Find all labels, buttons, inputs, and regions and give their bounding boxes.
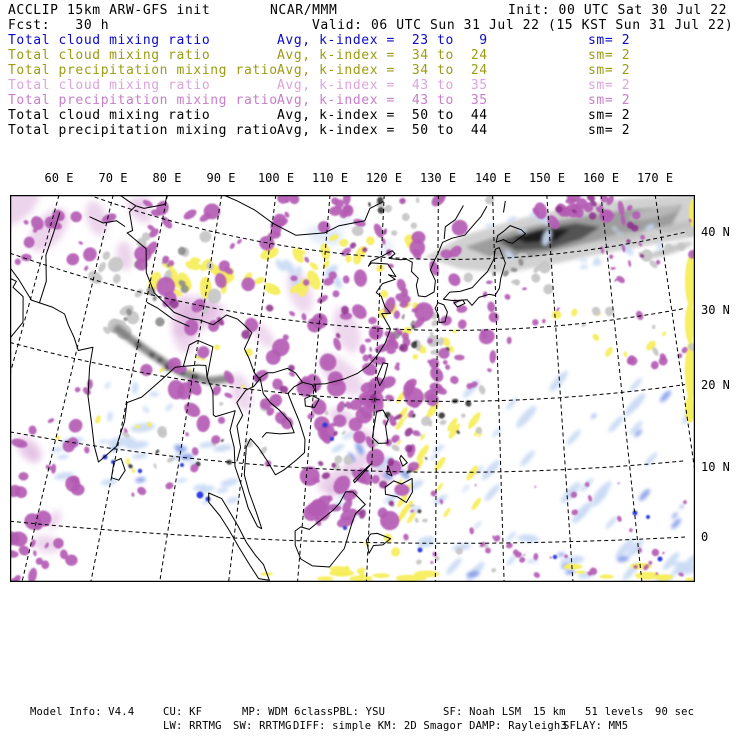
lon-axis-label: 140 E [474,171,512,185]
legend-variable-label: Total precipitation mixing ratio [8,123,278,138]
lat-axis-label: 30 N [701,303,730,317]
legend-row [0,33,740,48]
legend-kindex-stats: Avg, k-index = 43 to 35 [277,93,488,108]
legend-kindex-stats: Avg, k-index = 50 to 44 [277,123,488,138]
forecast-hour: Fcst: 30 h [8,18,110,33]
map-canvas [10,195,695,582]
lat-axis-label: 10 N [701,460,730,474]
mp-scheme: MP: WDM 6class [242,706,334,718]
legend-smooth-value: sm= 2 [588,123,631,138]
sw-scheme: SW: RRTMG [233,720,292,732]
legend-variable-label: Total cloud mixing ratio [8,33,211,48]
lon-axis-label: 100 E [257,171,295,185]
legend-smooth-value: sm= 2 [588,33,631,48]
legend-variable-label: Total cloud mixing ratio [8,48,211,63]
model-title: ACCLIP 15km ARW-GFS init [8,3,211,18]
lat-axis-label: 20 N [701,378,730,392]
legend-variable-label: Total precipitation mixing ratio [8,93,278,108]
lon-axis-label: 130 E [419,171,457,185]
legend-smooth-value: sm= 2 [588,78,631,93]
lw-scheme: LW: RRTMG [163,720,222,732]
legend-kindex-stats: Avg, k-index = 34 to 24 [277,48,488,63]
legend-kindex-stats: Avg, k-index = 43 to 35 [277,78,488,93]
legend-kindex-stats: Avg, k-index = 34 to 24 [277,63,488,78]
lat-axis-label: 40 N [701,225,730,239]
org-name: NCAR/MMM [270,3,338,18]
legend-row [0,48,740,63]
lon-axis-label: 110 E [311,171,349,185]
init-time: Init: 00 UTC Sat 30 Jul 22 [508,3,728,18]
grid-spacing: 15 km [533,706,566,718]
legend-smooth-value: sm= 2 [588,63,631,78]
legend-row [0,78,740,93]
legend-kindex-stats: Avg, k-index = 23 to 9 [277,33,488,48]
lon-axis-label: 90 E [206,171,236,185]
lon-axis-label: 170 E [636,171,674,185]
diff-damp-config: DIFF: simple KM: 2D Smagor DAMP: Rayleigh3 [293,720,567,732]
model-version: Model Info: V4.4 [30,706,135,718]
valid-time: Valid: 06 UTC Sun 31 Jul 22 (15 KST Sun 31 Jul 22) [312,18,734,33]
lon-axis-label: 70 E [98,171,128,185]
legend-smooth-value: sm= 2 [588,108,631,123]
legend-smooth-value: sm= 2 [588,48,631,63]
lat-axis-label: 0 [701,530,709,544]
time-step: 90 sec [655,706,695,718]
cu-scheme: CU: KF [163,706,203,718]
lon-axis-label: 150 E [528,171,566,185]
lon-axis-label: 60 E [44,171,74,185]
lon-axis-label: 80 E [152,171,182,185]
legend-row [0,93,740,108]
legend-variable-label: Total precipitation mixing ratio [8,63,278,78]
legend-variable-label: Total cloud mixing ratio [8,78,211,93]
sflay-scheme: SFLAY: MM5 [563,720,629,732]
legend-kindex-stats: Avg, k-index = 50 to 44 [277,108,488,123]
lon-axis-label: 160 E [582,171,620,185]
sf-scheme: SF: Noah LSM [443,706,522,718]
pbl-scheme: PBL: YSU [333,706,386,718]
legend-row [0,123,740,138]
legend-variable-label: Total cloud mixing ratio [8,108,211,123]
legend-row [0,63,740,78]
legend-smooth-value: sm= 2 [588,93,631,108]
legend-row [0,108,740,123]
level-count: 51 levels [585,706,644,718]
lon-axis-label: 120 E [365,171,403,185]
